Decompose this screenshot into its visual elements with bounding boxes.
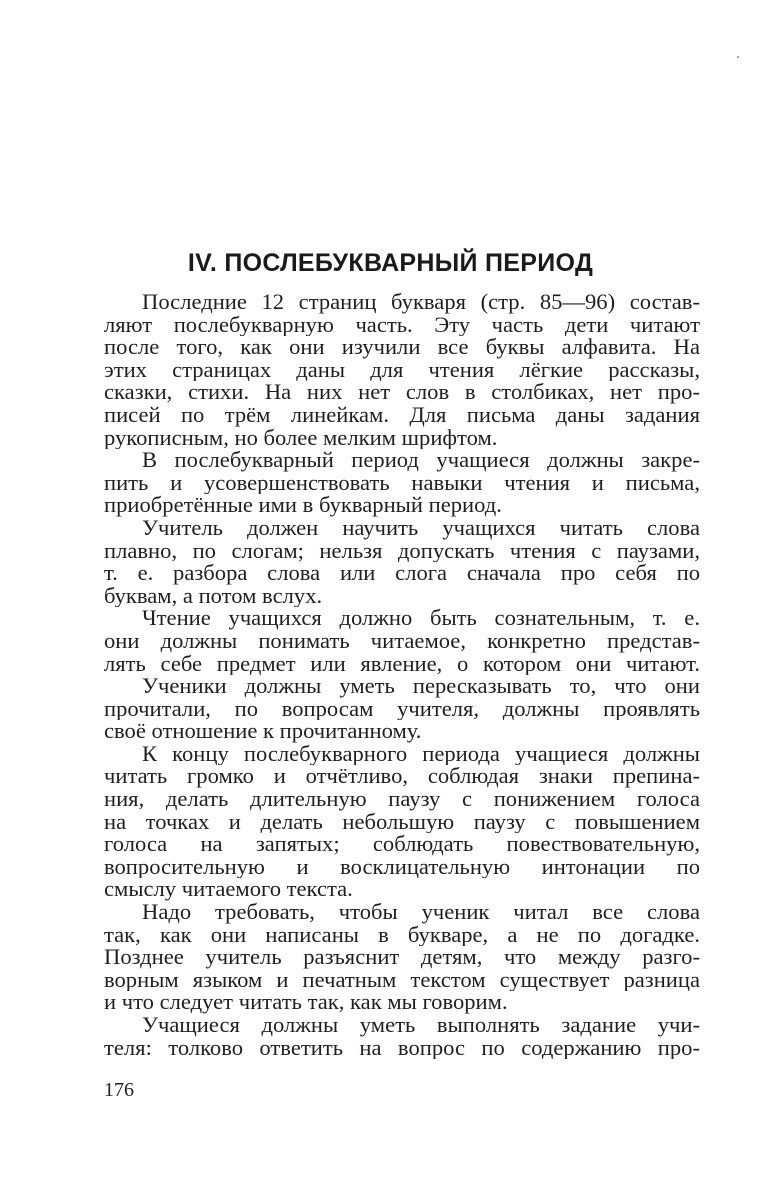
text-line: они должны понимать читаемое, конкретно представ- — [104, 629, 700, 653]
text-line: рукописным, но более мелким шрифтом. — [104, 426, 498, 450]
text-line: Надо требовать, чтобы ученик читал все слова — [142, 901, 700, 924]
text-line: вопросительную и восклицательную интонации по — [104, 855, 700, 879]
text-line: Последние 12 страниц букваря (стр. 85—96) состав- — [142, 291, 700, 314]
text-line: своё отношение к прочитанному. — [104, 720, 422, 743]
text-line: ворным языком и печатным текстом существует разница — [104, 968, 700, 992]
text-line: голоса на запятых; соблюдать повествовательную, — [104, 833, 700, 856]
chapter-heading: IV. ПОСЛЕБУКВАРНЫЙ ПЕРИОД — [187, 249, 594, 277]
text-line: приобретённые ими в букварный период. — [104, 494, 502, 517]
text-line: смыслу читаемого текста. — [104, 878, 353, 902]
text-line: Учитель должен научить учащихся читать слова — [142, 516, 700, 540]
text-line: читать громко и отчётливо, соблюдая знаки препина- — [104, 765, 700, 789]
text-line: этих страницах даны для чтения лёгкие рассказы, — [104, 358, 700, 382]
text-line: так, как они написаны в букваре, а не по догадке. — [104, 923, 700, 947]
text-line: В послебукварный период учащиеся должны закре- — [142, 449, 700, 472]
body-text — [104, 291, 700, 1059]
text-line: Чтение учащихся должно быть сознательным, т. е. — [142, 607, 700, 630]
text-line: на точках и делать небольшую паузу с повышением — [104, 810, 700, 834]
text-line: плавно, по слогам; нельзя допускать чтения с паузами, — [104, 539, 700, 563]
text-line: теля: толково ответить на вопрос по содержанию про- — [104, 1036, 700, 1060]
text-line: Учащиеся должны уметь выполнять задание учи- — [142, 1014, 700, 1037]
text-line: ния, делать длительную паузу с понижением голоса — [104, 788, 700, 811]
text-line: К концу послебукварного периода учащиеся должны — [142, 742, 700, 766]
text-line: пить и усовершенствовать навыки чтения и письма, — [104, 471, 700, 495]
text-line: прочитали, по вопросам учителя, должны проявлять — [104, 697, 700, 721]
text-line: буквам, а потом вслух. — [104, 584, 323, 608]
page-number: 176 — [104, 1079, 134, 1101]
text-line: и что следует читать так, как мы говорим. — [104, 991, 508, 1014]
print-speck — [737, 56, 739, 58]
text-line: после того, как они изучили все буквы алфавита. На — [104, 336, 700, 359]
text-line: т. е. разбора слова или слога сначала про себя по — [104, 562, 700, 585]
text-line: Ученики должны уметь пересказывать то, что они — [142, 675, 700, 698]
text-line: Позднее учитель разъяснит детям, что между разго- — [104, 946, 700, 969]
text-line: лять себе предмет или явление, о котором они читают. — [104, 652, 700, 676]
text-line: сказки, стихи. На них нет слов в столбиках, нет про- — [104, 381, 700, 404]
text-line: писей по трём линейкам. Для письма даны задания — [104, 403, 700, 427]
text-line: ляют послебукварную часть. Эту часть дети читают — [104, 313, 700, 337]
